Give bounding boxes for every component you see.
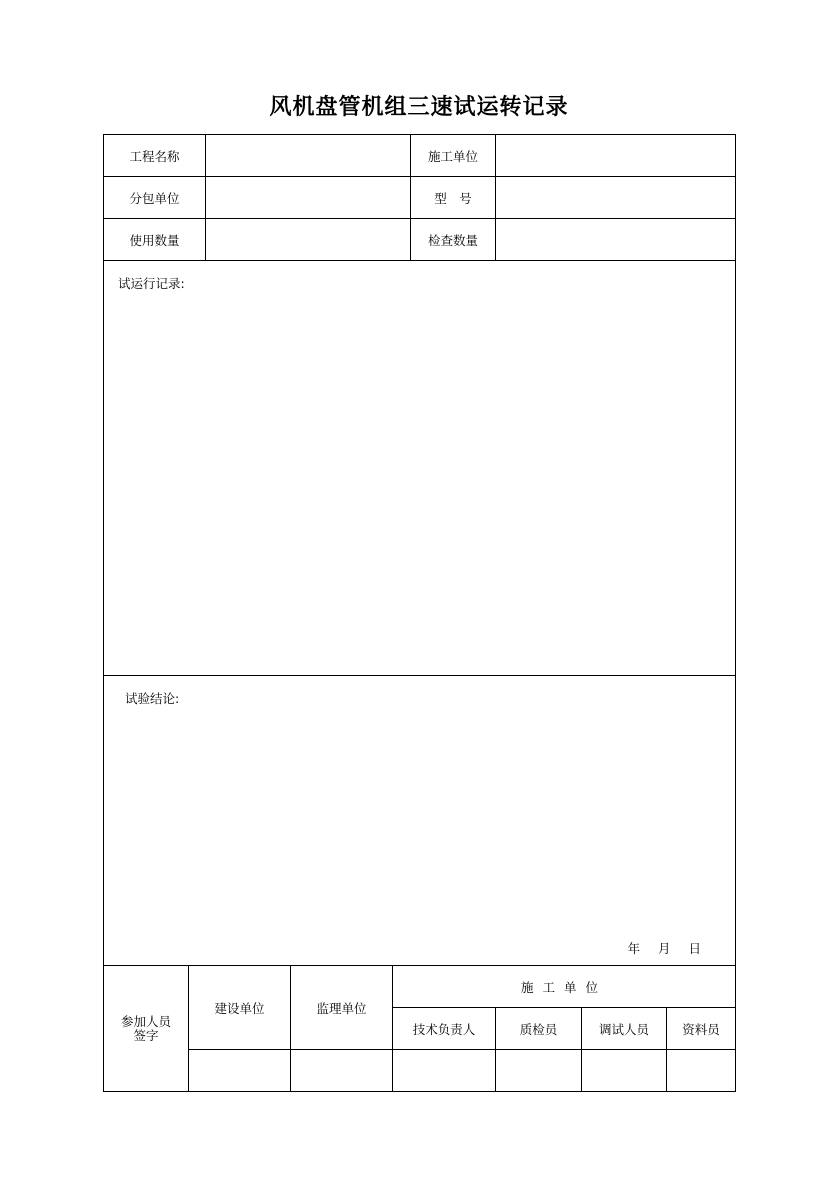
test-conclusion-cell[interactable] (104, 676, 736, 966)
subcontract-unit-value[interactable] (206, 177, 411, 219)
construction-unit-header: 施工单位 (393, 966, 736, 1008)
quantity-row (104, 219, 736, 261)
inspection-qty-value[interactable] (496, 219, 736, 261)
subcontract-row (104, 177, 736, 219)
usage-qty-value[interactable] (206, 219, 411, 261)
construction-unit-label: 施工单位 (411, 135, 496, 177)
participants-label-line2: 签字 (133, 1027, 159, 1043)
signature-blank-row (104, 1050, 736, 1092)
document-clerk-header: 资料员 (667, 1008, 736, 1050)
inspection-qty-label: 检查数量 (411, 219, 496, 261)
participants-label-line1: 参加人员 (120, 1013, 171, 1029)
construction-unit-value[interactable] (496, 135, 736, 177)
record-row (104, 261, 736, 676)
project-name-label: 工程名称 (104, 135, 206, 177)
signature-header-row-1 (104, 966, 736, 1008)
subcontract-unit-label: 分包单位 (104, 177, 206, 219)
test-conclusion-label: 试验结论: (125, 691, 180, 706)
supervision-unit-header: 监理单位 (291, 966, 393, 1050)
trial-run-record-cell[interactable] (104, 261, 736, 676)
commissioning-staff-header: 调试人员 (582, 1008, 667, 1050)
document-title: 风机盘管机组三速试运转记录 (269, 95, 569, 120)
owner-unit-header: 建设单位 (189, 966, 291, 1050)
trial-run-record-label: 试运行记录: (118, 276, 185, 291)
record-form-table (103, 134, 736, 1092)
usage-qty-label: 使用数量 (104, 219, 206, 261)
model-value[interactable] (496, 177, 736, 219)
quality-inspector-signature[interactable] (496, 1050, 582, 1092)
quality-inspector-header: 质检员 (496, 1008, 582, 1050)
document-clerk-signature[interactable] (667, 1050, 736, 1092)
conclusion-row (104, 676, 736, 966)
commissioning-staff-signature[interactable] (582, 1050, 667, 1092)
participants-signature-label (104, 966, 189, 1092)
project-name-value[interactable] (206, 135, 411, 177)
conclusion-date: 年 月 日 (627, 941, 702, 956)
technical-lead-header: 技术负责人 (393, 1008, 496, 1050)
owner-unit-signature[interactable] (189, 1050, 291, 1092)
project-name-row (104, 135, 736, 177)
technical-lead-signature[interactable] (393, 1050, 496, 1092)
supervision-unit-signature[interactable] (291, 1050, 393, 1092)
model-label: 型 号 (411, 177, 496, 219)
